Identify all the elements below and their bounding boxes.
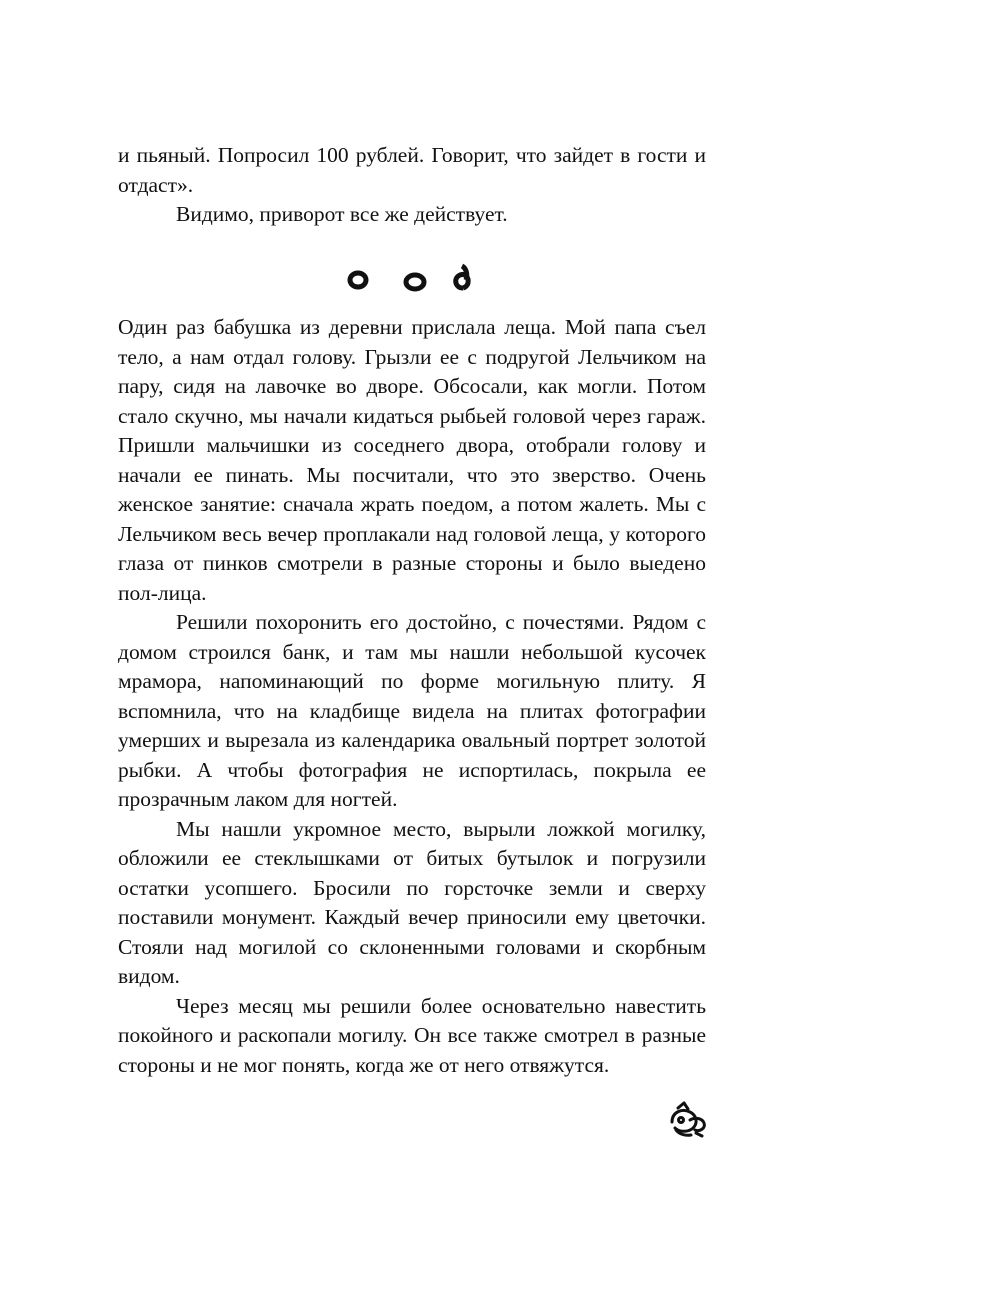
story-text — [118, 313, 706, 1080]
three-ornament-dots-icon — [340, 262, 480, 298]
story-paragraph: Мы нашли укромное место, вырыли ложкой могилку, обложили ее стеклышками от битых бутылок и погрузили остатки усопшего. Бросили по горсточке земли и сверху поставили монумент. Каждый вечер приносили ему цветочки. Стояли над могилой со склоненными головами и скорбным видом. — [118, 816, 706, 988]
paragraph-closing: Видимо, приворот все же действует. — [176, 202, 508, 226]
story-paragraph: Решили похоронить его достойно, с почестями. Рядом с домом строился банк, и там мы нашли небольшой кусочек мрамора, напоминающий по форме могильную плиту. Я вспомнила, что на кладбище видела на плитах фотографии умерших и вырезала из календарика овальный портрет золотой рыбки. А чтобы фотография не испортилась, покрыла ее прозрачным лаком для ногтей. — [118, 610, 706, 811]
decorative-end-mark-icon — [666, 1100, 708, 1140]
story-paragraph: Один раз бабушка из деревни прислала леща. Мой папа съел тело, а нам отдал голову. Грызли ее с подругой Лельчиком на пару, сидя на лавочке во дворе. Обсосали, как могли. Потом стало скучно, мы начали кидаться рыбьей головой через гараж. Пришли мальчишки из соседнего двора, отобрали голову и начали ее пинать. Мы посчитали, что это зверство. Очень женское занятие: сначала жрать поедом, а потом жалеть. Мы с Лельчиком весь вечер проплакали над головой леща, у которого глаза от пинков смотрели в разные стороны и было выедено пол-лица. — [118, 315, 706, 605]
previous-story-ending — [118, 141, 706, 230]
story-paragraph: Через месяц мы решили более основательно навестить покойного и раскопали могилу. Он все также смотрел в разные стороны и не мог понять, когда же от него отвяжутся. — [118, 993, 706, 1077]
paragraph-end-line: и пьяный. Попросил 100 рублей. Говорит, что зайдет в гости и отдаст». — [118, 143, 706, 197]
